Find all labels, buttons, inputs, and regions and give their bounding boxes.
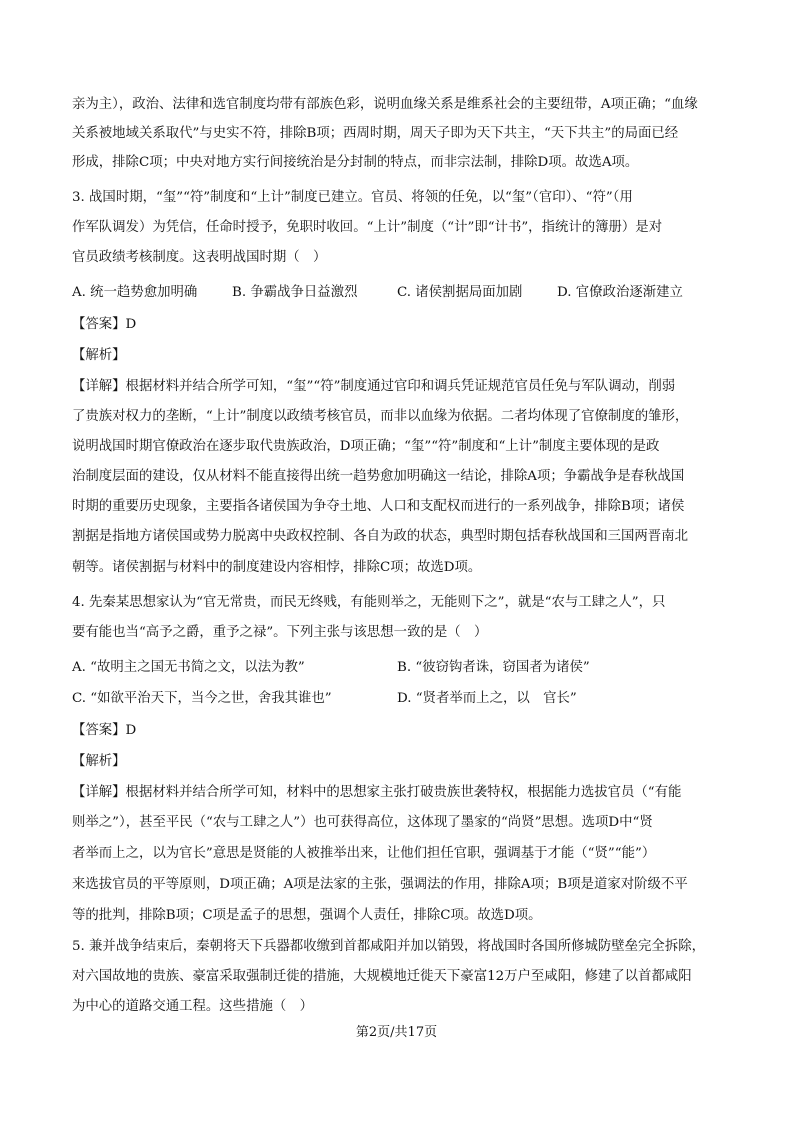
q5-stem-line: 对六国故地的贵族、豪富采取强制迁徙的措施，大规模地迁徙天下豪富12万户至咸阳，修建了以首都咸阳 xyxy=(72,969,692,984)
q3-option-c: C. 诸侯割据局面加剧 xyxy=(397,285,523,300)
page-number-footer: 第2页/共17页 xyxy=(355,1025,438,1040)
q4-detail-line: 者举而上之，以为官长”意思是贤能的人被推举出来，让他们担任官职，强调基于才能（“贤”“能”） xyxy=(72,846,656,861)
q3-detail-line: 时期的重要历史现象，主要指各诸侯国为争夺土地、人口和支配权而进行的一系列战争，排除B项；诸侯 xyxy=(72,499,685,514)
q4-option-c: C. “如欲平治天下，当今之世，舍我其谁也” xyxy=(72,691,332,706)
q3-stem-line: 3. 战国时期，“玺”“符”制度和“上计”制度已建立。官员、将领的任免，以“玺”（官印）、“符”（用 xyxy=(72,190,633,205)
q4-answer: 【答案】D xyxy=(72,723,137,738)
q3-detail-line: 说明战国时期官僚政治在逐步取代贵族政治，D项正确；“玺”“符”制度和“上计”制度主要体现的是政 xyxy=(72,439,660,454)
q3-detail-line: 治制度层面的建设，仅从材料不能直接得出统一趋势愈加明确这一结论，排除A项；争霸战争是春秋战国 xyxy=(72,469,685,484)
q4-option-d: D. “贤者举而上之，以 官长” xyxy=(397,691,577,706)
q2-tail-line: 亲为主），政治、法律和选官制度均带有部族色彩，说明血缘关系是维系社会的主要纽带，A项正确；“血缘 xyxy=(72,97,698,112)
q4-option-b: B. “彼窃钩者诛，窃国者为诸侯” xyxy=(397,660,590,675)
q3-option-d: D. 官僚政治逐渐建立 xyxy=(557,285,683,300)
q3-detail-line: 【详解】根据材料并结合所学可知，“玺”“符”制度通过官印和调兵凭证规范官员任免与军队调动，削弱 xyxy=(72,379,676,394)
q4-option-a: A. “故明主之国无书简之文，以法为教” xyxy=(72,660,305,675)
q3-answer: 【答案】D xyxy=(72,317,137,332)
q3-detail-line: 朝等。诸侯割据与材料中的制度建设内容相悖，排除C项；故选D项。 xyxy=(72,560,482,575)
q4-detail-line: 等的批判，排除B项；C项是孟子的思想，强调个人责任，排除C项。故选D项。 xyxy=(72,908,542,923)
q4-detail-line: 【详解】根据材料并结合所学可知，材料中的思想家主张打破贵族世袭特权，根据能力选拔官员（“有能 xyxy=(72,785,682,800)
q3-stem-line: 官员政绩考核制度。这表明战国时期（ ） xyxy=(72,250,327,265)
q3-analysis-label: 【解析】 xyxy=(72,348,126,363)
q5-stem-line: 5. 兼并战争结束后，秦朝将天下兵器都收缴到首都咸阳并加以销毁，将战国时各国所修城防壁垒完全拆除， xyxy=(72,939,705,954)
q4-detail-line: 来选拔官员的平等原则，D项正确；A项是法家的主张，强调法的作用，排除A项；B项是道家对阶级不平 xyxy=(72,877,688,892)
q4-detail-line: 则举之”），甚至平民（“农与工肆之人”）也可获得高位，这体现了墨家的“尚贤”思想。选项D中“贤 xyxy=(72,815,653,830)
q3-detail-line: 了贵族对权力的垄断，“上计”制度以政绩考核官员，而非以血缘为依据。二者均体现了官僚制度的雏形， xyxy=(72,409,689,424)
q4-stem-line: 要有能也当“高予之爵，重予之禄”。下列主张与该思想一致的是（ ） xyxy=(72,625,488,640)
q5-stem-line: 为中心的道路交通工程。这些措施（ ） xyxy=(72,999,314,1014)
q3-stem-line: 作军队调发）为凭信，任命时授予，免职时收回。“上计”制度（“计”即“计书”，指统计的簿册）是对 xyxy=(72,220,663,235)
q3-option-b: B. 争霸战争日益激烈 xyxy=(232,285,358,300)
q4-analysis-label: 【解析】 xyxy=(72,754,126,769)
q3-detail-line: 割据是指地方诸侯国或势力脱离中央政权控制、各自为政的状态，典型时期包括春秋战国和三国两晋南北 xyxy=(72,529,688,544)
q2-tail-line: 关系被地域关系取代”与史实不符，排除B项；西周时期，周天子即为天下共主，“天下共主”的局面已经 xyxy=(72,126,679,141)
q3-option-a: A. 统一趋势愈加明确 xyxy=(72,285,198,300)
q4-stem-line: 4. 先秦某思想家认为“官无常贵，而民无终贱，有能则举之，无能则下之”，就是“农与工肆之人”，只 xyxy=(72,595,666,610)
q2-tail-line: 形成，排除C项；中央对地方实行间接统治是分封制的特点，而非宗法制，排除D项。故选A项。 xyxy=(72,155,639,170)
